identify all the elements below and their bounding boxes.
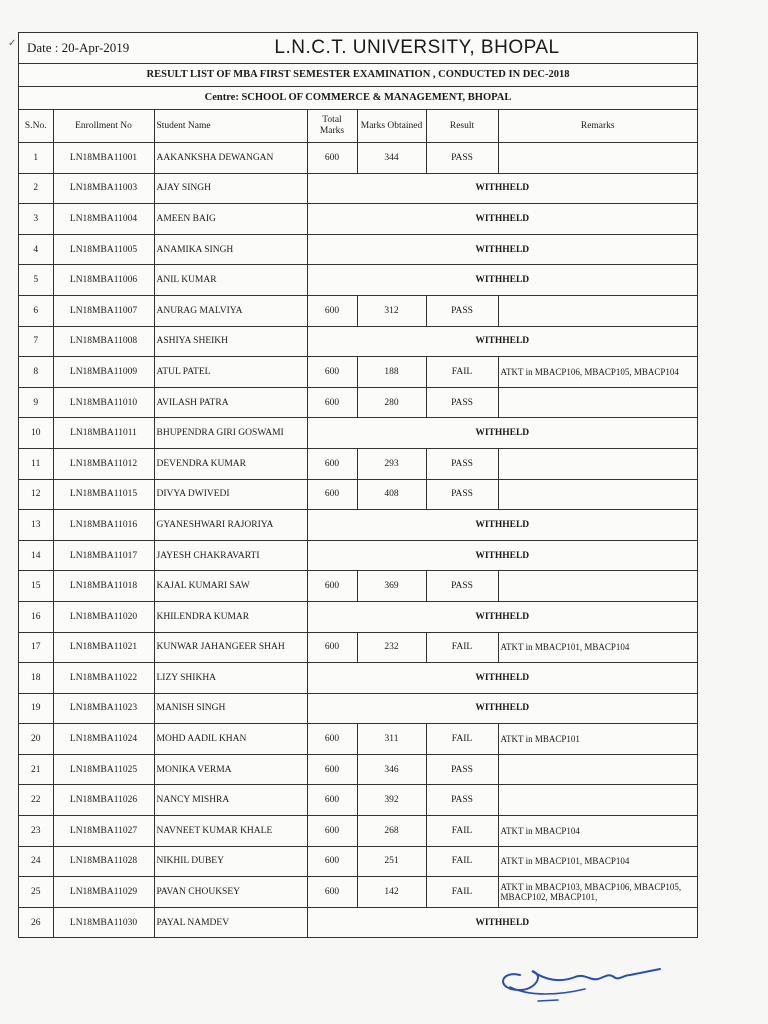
table-row — [19, 357, 697, 388]
marks-obtained-cell: 408 — [357, 479, 426, 510]
remarks-cell: ATKT in MBACP101 — [498, 724, 697, 755]
serial-number-cell: 25 — [19, 877, 53, 908]
enrollment-cell: LN18MBA11023 — [53, 693, 154, 724]
result-cell: FAIL — [426, 816, 498, 847]
enrollment-cell: LN18MBA11011 — [53, 418, 154, 449]
withheld-cell: WITHHELD — [307, 601, 697, 632]
table-row — [19, 448, 697, 479]
total-marks-cell: 600 — [307, 846, 357, 877]
enrollment-cell: LN18MBA11027 — [53, 816, 154, 847]
enrollment-cell: LN18MBA11012 — [53, 448, 154, 479]
serial-number-cell: 23 — [19, 816, 53, 847]
serial-number-cell: 2 — [19, 173, 53, 204]
remarks-cell: ATKT in MBACP103, MBACP106, MBACP105, MBACP102, MBACP101, — [498, 877, 697, 908]
enrollment-cell: LN18MBA11016 — [53, 510, 154, 541]
table-row — [19, 907, 697, 937]
total-marks-cell: 600 — [307, 785, 357, 816]
student-name-cell: MOHD AADIL KHAN — [154, 724, 307, 755]
student-name-cell: ANAMIKA SINGH — [154, 234, 307, 265]
col-header-remarks: Remarks — [498, 110, 697, 143]
serial-number-cell: 9 — [19, 387, 53, 418]
withheld-cell: WITHHELD — [307, 204, 697, 235]
student-name-cell: ATUL PATEL — [154, 357, 307, 388]
marks-obtained-cell: 312 — [357, 295, 426, 326]
student-name-cell: NIKHIL DUBEY — [154, 846, 307, 877]
table-row — [19, 632, 697, 663]
serial-number-cell: 17 — [19, 632, 53, 663]
marks-obtained-cell: 232 — [357, 632, 426, 663]
total-marks-cell: 600 — [307, 816, 357, 847]
enrollment-cell: LN18MBA11030 — [53, 907, 154, 937]
enrollment-cell: LN18MBA11004 — [53, 204, 154, 235]
remarks-cell: ATKT in MBACP101, MBACP104 — [498, 846, 697, 877]
centre-label: Centre: — [204, 92, 239, 103]
result-cell: FAIL — [426, 724, 498, 755]
student-name-cell: KHILENDRA KUMAR — [154, 601, 307, 632]
table-row — [19, 785, 697, 816]
col-header-total-marks: Total Marks — [307, 110, 357, 143]
marks-obtained-cell: 251 — [357, 846, 426, 877]
enrollment-cell: LN18MBA11026 — [53, 785, 154, 816]
serial-number-cell: 24 — [19, 846, 53, 877]
student-name-cell: BHUPENDRA GIRI GOSWAMI — [154, 418, 307, 449]
student-name-cell: AVILASH PATRA — [154, 387, 307, 418]
table-row — [19, 571, 697, 602]
withheld-cell: WITHHELD — [307, 418, 697, 449]
total-marks-cell: 600 — [307, 877, 357, 908]
table-row — [19, 387, 697, 418]
serial-number-cell: 8 — [19, 357, 53, 388]
result-cell: PASS — [426, 448, 498, 479]
centre-line — [19, 87, 697, 110]
withheld-cell: WITHHELD — [475, 917, 530, 928]
remarks-cell — [498, 479, 697, 510]
withheld-cell: WITHHELD — [307, 510, 697, 541]
serial-number-cell: 20 — [19, 724, 53, 755]
result-title: RESULT LIST OF MBA FIRST SEMESTER EXAMINATION , CONDUCTED IN DEC-2018 — [19, 64, 697, 87]
total-marks-cell: 600 — [307, 143, 357, 174]
student-name-cell: GYANESHWARI RAJORIYA — [154, 510, 307, 541]
withheld-cell: WITHHELD — [307, 173, 697, 204]
marks-obtained-cell: 311 — [357, 724, 426, 755]
enrollment-cell: LN18MBA11024 — [53, 724, 154, 755]
student-name-cell: MANISH SINGH — [154, 693, 307, 724]
student-name-cell: LIZY SHIKHA — [154, 663, 307, 694]
serial-number-cell: 1 — [19, 143, 53, 174]
document-date: Date : 20-Apr-2019 — [27, 40, 130, 55]
total-marks-cell: 600 — [307, 754, 357, 785]
table-row — [19, 204, 697, 235]
serial-number-cell: 22 — [19, 785, 53, 816]
serial-number-cell: 6 — [19, 295, 53, 326]
col-header-result: Result — [426, 110, 498, 143]
remarks-cell — [498, 448, 697, 479]
marks-obtained-cell: 369 — [357, 571, 426, 602]
result-cell: PASS — [426, 785, 498, 816]
total-marks-cell: 600 — [307, 295, 357, 326]
serial-number-cell: 13 — [19, 510, 53, 541]
remarks-cell: ATKT in MBACP106, MBACP105, MBACP104 — [498, 357, 697, 388]
student-name-cell: AAKANKSHA DEWANGAN — [154, 143, 307, 174]
marks-obtained-cell: 142 — [357, 877, 426, 908]
student-name-cell: KUNWAR JAHANGEER SHAH — [154, 632, 307, 663]
col-header-enrollment: Enrollment No — [53, 110, 154, 143]
col-header-sno: S.No. — [19, 110, 53, 143]
result-cell: FAIL — [426, 632, 498, 663]
student-name-cell: ANURAG MALVIYA — [154, 295, 307, 326]
enrollment-cell: LN18MBA11017 — [53, 540, 154, 571]
margin-mark: ✓ — [8, 38, 17, 49]
enrollment-cell: LN18MBA11009 — [53, 357, 154, 388]
table-row — [19, 877, 697, 908]
result-cell: FAIL — [426, 357, 498, 388]
serial-number-cell: 10 — [19, 418, 53, 449]
result-sheet — [18, 32, 698, 938]
university-name: L.N.C.T. UNIVERSITY, BHOPAL — [274, 37, 560, 58]
table-row — [19, 173, 697, 204]
result-cell: PASS — [426, 754, 498, 785]
result-cell: PASS — [426, 387, 498, 418]
enrollment-cell: LN18MBA11018 — [53, 571, 154, 602]
total-marks-cell: 600 — [307, 571, 357, 602]
table-row — [19, 754, 697, 785]
marks-obtained-cell: 346 — [357, 754, 426, 785]
enrollment-cell: LN18MBA11005 — [53, 234, 154, 265]
student-name-cell: ANIL KUMAR — [154, 265, 307, 296]
enrollment-cell: LN18MBA11006 — [53, 265, 154, 296]
table-row — [19, 326, 697, 357]
total-marks-cell: 600 — [307, 724, 357, 755]
table-row — [19, 846, 697, 877]
remarks-cell — [498, 295, 697, 326]
student-name-cell: AJAY SINGH — [154, 173, 307, 204]
student-name-cell: MONIKA VERMA — [154, 754, 307, 785]
student-name-cell: KAJAL KUMARI SAW — [154, 571, 307, 602]
enrollment-cell: LN18MBA11015 — [53, 479, 154, 510]
serial-number-cell: 18 — [19, 663, 53, 694]
total-marks-cell: 600 — [307, 448, 357, 479]
student-name-cell: PAVAN CHOUKSEY — [154, 877, 307, 908]
enrollment-cell: LN18MBA11007 — [53, 295, 154, 326]
table-row — [19, 540, 697, 571]
serial-number-cell: 19 — [19, 693, 53, 724]
table-row — [19, 418, 697, 449]
serial-number-cell: 12 — [19, 479, 53, 510]
enrollment-cell: LN18MBA11020 — [53, 601, 154, 632]
enrollment-cell: LN18MBA11022 — [53, 663, 154, 694]
serial-number-cell: 4 — [19, 234, 53, 265]
serial-number-cell: 26 — [19, 907, 53, 937]
remarks-cell — [498, 143, 697, 174]
remarks-cell — [498, 785, 697, 816]
centre-value: SCHOOL OF COMMERCE & MANAGEMENT, BHOPAL — [241, 92, 512, 103]
enrollment-cell: LN18MBA11021 — [53, 632, 154, 663]
table-row — [19, 234, 697, 265]
total-marks-cell: 600 — [307, 387, 357, 418]
marks-obtained-cell: 293 — [357, 448, 426, 479]
student-name-cell: NANCY MISHRA — [154, 785, 307, 816]
table-row — [19, 816, 697, 847]
sheet-header — [19, 33, 697, 64]
serial-number-cell: 3 — [19, 204, 53, 235]
remarks-cell: ATKT in MBACP101, MBACP104 — [498, 632, 697, 663]
table-row — [19, 663, 697, 694]
withheld-cell: WITHHELD — [307, 326, 697, 357]
table-row — [19, 143, 697, 174]
table-row — [19, 601, 697, 632]
result-cell: PASS — [426, 571, 498, 602]
student-name-cell: AMEEN BAIG — [154, 204, 307, 235]
table-row — [19, 510, 697, 541]
enrollment-cell: LN18MBA11025 — [53, 754, 154, 785]
remarks-cell: ATKT in MBACP104 — [498, 816, 697, 847]
table-row — [19, 724, 697, 755]
col-header-marks-obtained: Marks Obtained — [357, 110, 426, 143]
result-cell: FAIL — [426, 877, 498, 908]
withheld-cell: WITHHELD — [307, 265, 697, 296]
signature-mark — [490, 945, 670, 1005]
total-marks-cell: 600 — [307, 357, 357, 388]
serial-number-cell: 15 — [19, 571, 53, 602]
serial-number-cell: 16 — [19, 601, 53, 632]
serial-number-cell: 14 — [19, 540, 53, 571]
table-body — [19, 143, 697, 938]
student-name-cell: PAYAL NAMDEV — [154, 907, 307, 937]
serial-number-cell: 11 — [19, 448, 53, 479]
withheld-cell: WITHHELD — [307, 663, 697, 694]
marks-obtained-cell: 188 — [357, 357, 426, 388]
marks-obtained-cell: 392 — [357, 785, 426, 816]
table-row — [19, 265, 697, 296]
withheld-cell: WITHHELD — [307, 540, 697, 571]
enrollment-cell: LN18MBA11003 — [53, 173, 154, 204]
result-cell: PASS — [426, 143, 498, 174]
result-cell: PASS — [426, 295, 498, 326]
marks-obtained-cell: 344 — [357, 143, 426, 174]
student-name-cell: NAVNEET KUMAR KHALE — [154, 816, 307, 847]
serial-number-cell: 7 — [19, 326, 53, 357]
remarks-cell — [498, 754, 697, 785]
marks-obtained-cell: 280 — [357, 387, 426, 418]
enrollment-cell: LN18MBA11010 — [53, 387, 154, 418]
marks-obtained-cell: 268 — [357, 816, 426, 847]
withheld-cell: WITHHELD — [307, 234, 697, 265]
serial-number-cell: 21 — [19, 754, 53, 785]
remarks-cell — [498, 571, 697, 602]
total-marks-cell: 600 — [307, 632, 357, 663]
table-row — [19, 479, 697, 510]
enrollment-cell: LN18MBA11008 — [53, 326, 154, 357]
enrollment-cell: LN18MBA11001 — [53, 143, 154, 174]
table-header-row — [19, 110, 697, 143]
remarks-cell — [498, 387, 697, 418]
student-name-cell: JAYESH CHAKRAVARTI — [154, 540, 307, 571]
col-header-student-name: Student Name — [154, 110, 307, 143]
enrollment-cell: LN18MBA11028 — [53, 846, 154, 877]
total-marks-cell: 600 — [307, 479, 357, 510]
result-cell: FAIL — [426, 846, 498, 877]
result-cell: PASS — [426, 479, 498, 510]
withheld-cell: WITHHELD — [307, 693, 697, 724]
student-name-cell: ASHIYA SHEIKH — [154, 326, 307, 357]
student-name-cell: DIVYA DWIVEDI — [154, 479, 307, 510]
serial-number-cell: 5 — [19, 265, 53, 296]
table-row — [19, 295, 697, 326]
result-table — [19, 110, 697, 937]
student-name-cell: DEVENDRA KUMAR — [154, 448, 307, 479]
table-row — [19, 693, 697, 724]
enrollment-cell: LN18MBA11029 — [53, 877, 154, 908]
